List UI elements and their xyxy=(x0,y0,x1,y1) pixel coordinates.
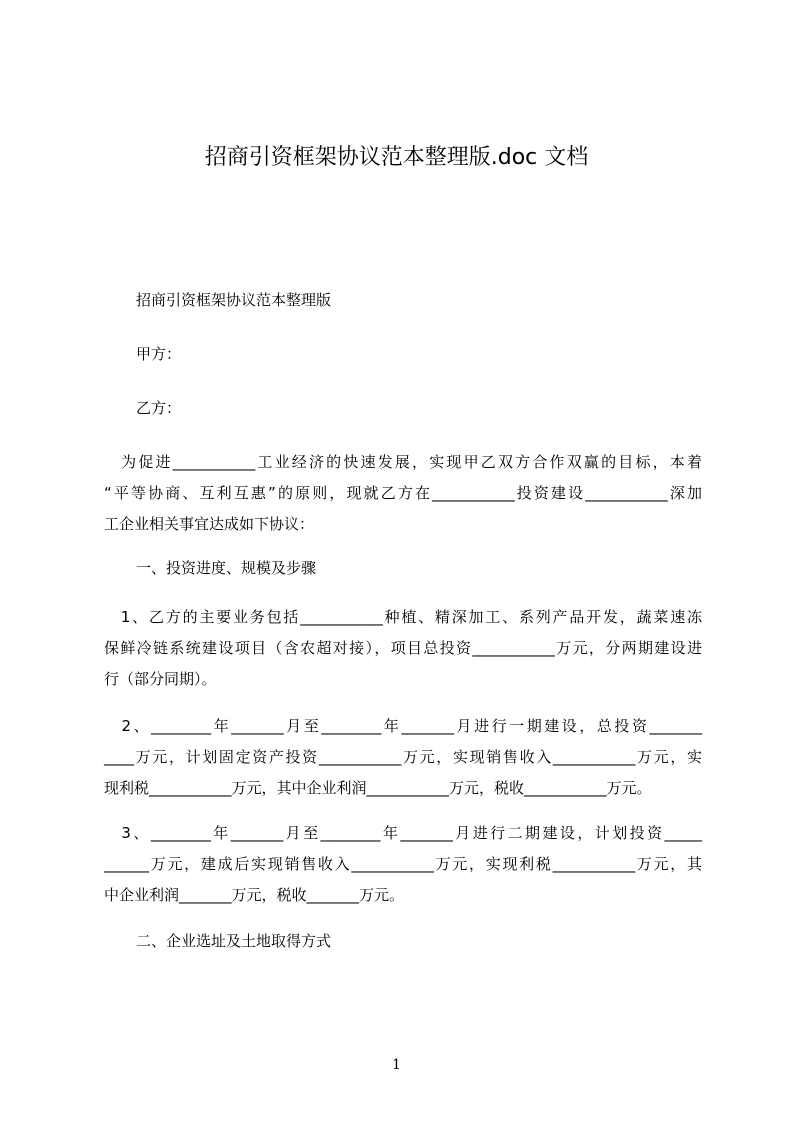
item-2-line: ____万元，计划固定资产投资___________万元，实现销售收入___________万元，实 xyxy=(104,748,702,766)
item-1-line: 行（部分同期）。 xyxy=(104,670,217,688)
item-2-line: 现利税___________万元，其中企业利润___________万元，税收___________万元。 xyxy=(104,779,652,797)
section-2-heading: 二、企业选址及土地取得方式 xyxy=(136,932,332,950)
intro-line: 工企业相关事宜达成如下协议： xyxy=(104,515,315,533)
item-3-line: ______万元，建成后实现销售收入___________万元，实现利税___________万元，其 xyxy=(104,855,702,873)
item-3-line: 3、________年_______月至________年_______月进行二期建设，计划投资_____ xyxy=(104,824,702,842)
item-3-line: 中企业利润_______万元，税收_______万元。 xyxy=(104,886,405,904)
section-1-heading: 一、投资进度、规模及步骤 xyxy=(136,559,317,577)
party-a-label: 甲方： xyxy=(136,345,182,363)
document-title: 招商引资框架协议范本整理版.doc 文档 xyxy=(204,145,589,170)
item-1-line: 1、乙方的主要业务包括___________种植、精深加工、系列产品开发，蔬菜速冻 xyxy=(104,608,702,626)
item-2-paragraph xyxy=(104,711,702,804)
document-subtitle: 招商引资框架协议范本整理版 xyxy=(136,291,332,309)
intro-paragraph xyxy=(104,447,702,540)
item-2-line: 2、________年_______月至________年_______月进行一期建设，总投资_______ xyxy=(104,717,702,735)
intro-line: 为促进___________工业经济的快速发展，实现甲乙双方合作双赢的目标，本着 xyxy=(104,453,702,471)
item-1-line: 保鲜冷链系统建设项目（含农超对接），项目总投资___________万元，分两期建设进 xyxy=(104,639,702,657)
page-number: 1 xyxy=(392,1057,401,1073)
item-1-paragraph xyxy=(104,602,702,695)
party-b-label: 乙方： xyxy=(136,399,182,417)
item-3-paragraph xyxy=(104,818,702,911)
intro-line: “平等协商、互利互惠”的原则，现就乙方在___________投资建设___________深加 xyxy=(104,484,702,502)
